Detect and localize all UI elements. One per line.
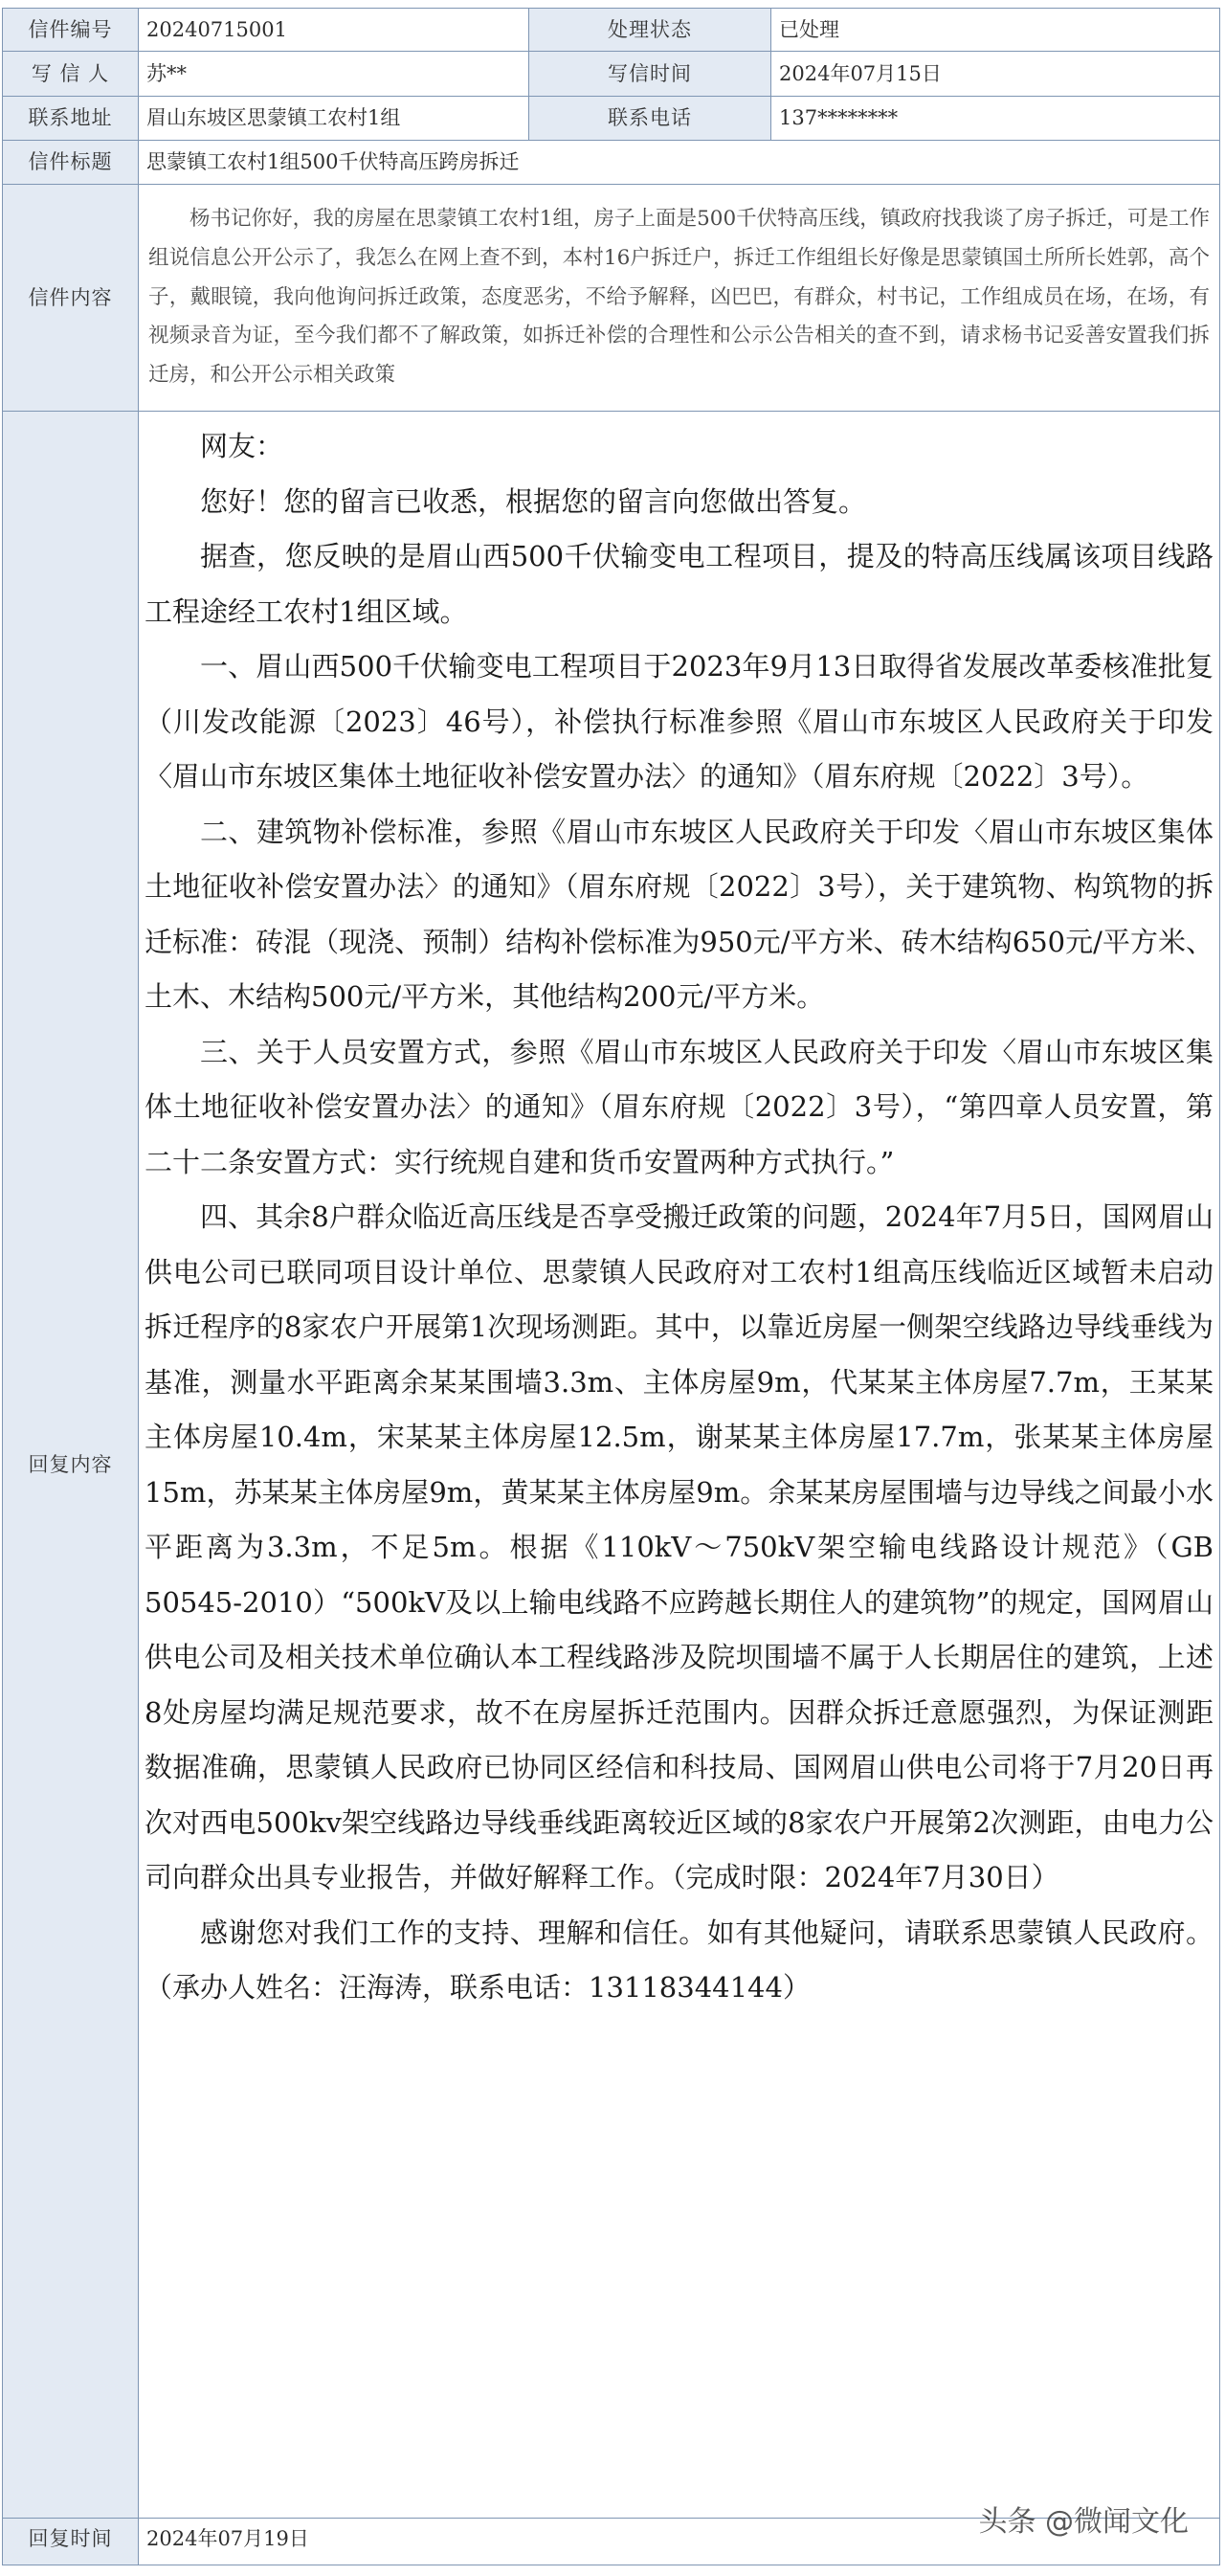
row-title [3,141,1220,185]
reply-time-value: 2024年07月19日 [139,2519,1220,2565]
reply-body [145,419,1214,2016]
letter-table [2,8,1220,2565]
content-text: 杨书记你好，我的房屋在思蒙镇工农村1组，房子上面是500千伏特高压线，镇政府找我谈了房子拆迁，可是工作组说信息公开公示了，我怎么在网上查不到，本村16户拆迁户，拆迁工作组组长好像是思蒙镇国土所所长姓郭，高个子，戴眼镜，我向他询问拆迁政策，态度恶劣，不给予解释，凶巴巴，有群众，村书记，工作组成员在场，在场，有视频录音为证，至今我们都不了解政策，如拆迁补偿的合理性和公示公告相关的查不到，请求杨书记妥善安置我们拆迁房，和公开公示相关政策 [148,207,1210,388]
writer-value: 苏** [139,52,529,97]
writer-label: 写 信 人 [3,52,139,97]
reply-paragraph: 您好！您的留言已收悉，根据您的留言向您做出答复。 [200,484,867,518]
reply-time-label: 回复时间 [3,2519,139,2565]
letter-no-label: 信件编号 [3,9,139,52]
status-label: 处理状态 [529,9,771,52]
status-value: 已处理 [771,9,1220,52]
content-cell [139,185,1220,412]
row-letter-no [3,9,1220,52]
row-writer [3,52,1220,97]
reply-paragraph: 三、关于人员安置方式，参照《眉山市东坡区人民政府关于印发〈眉山市东坡区集体土地征收补偿安置办法〉的通知》（眉东府规〔2022〕3号），“第四章人员安置，第二十二条安置方式：实行统规自建和货币安置两种方式执行。” [145,1035,1214,1178]
title-value: 思蒙镇工农村1组500千伏特高压跨房拆迁 [139,141,1220,185]
address-value: 眉山东坡区思蒙镇工农村1组 [139,97,529,141]
reply-paragraph: 感谢您对我们工作的支持、理解和信任。如有其他疑问，请联系思蒙镇人民政府。（承办人姓名：汪海涛，联系电话：13118344144） [145,1915,1214,2004]
address-label: 联系地址 [3,97,139,141]
row-content [3,185,1220,412]
row-address [3,97,1220,141]
row-reply [3,412,1220,2519]
reply-paragraph: 二、建筑物补偿标准，参照《眉山市东坡区人民政府关于印发〈眉山市东坡区集体土地征收补偿安置办法〉的通知》（眉东府规〔2022〕3号），关于建筑物、构筑物的拆迁标准：砖混（现浇、预制）结构补偿标准为950元/平方米、砖木结构650元/平方米、土木、木结构500元/平方米，其他结构200元/平方米。 [145,815,1214,1013]
phone-value: 137******** [771,97,1220,141]
reply-cell [139,412,1220,2519]
write-time-label: 写信时间 [529,52,771,97]
reply-paragraph: 一、眉山西500千伏输变电工程项目于2023年9月13日取得省发展改革委核准批复（川发改能源〔2023〕46号），补偿执行标准参照《眉山市东坡区人民政府关于印发〈眉山市东坡区集体土地征收补偿安置办法〉的通知》（眉东府规〔2022〕3号）。 [145,650,1214,793]
title-label: 信件标题 [3,141,139,185]
reply-greeting: 网友： [200,430,284,462]
watermark: 头条 @微闻文化 [978,2505,1189,2539]
phone-label: 联系电话 [529,97,771,141]
write-time-value: 2024年07月15日 [771,52,1220,97]
content-label: 信件内容 [3,185,139,412]
reply-paragraph: 四、其余8户群众临近高压线是否享受搬迁政策的问题，2024年7月5日，国网眉山供电公司已联同项目设计单位、思蒙镇人民政府对工农村1组高压线临近区域暂未启动拆迁程序的8家农户开展第1次现场测距。其中，以靠近房屋一侧架空线路边导线垂线为基准，测量水平距离余某某围墙3.3m、主体房屋9m，代某某主体房屋7.7m，王某某主体房屋10.4m，宋某某主体房屋12.5m，谢某某主体房屋17.7m，张某某主体房屋15m，苏某某主体房屋9m，黄某某主体房屋9m。余某某房屋围墙与边导线之间最小水平距离为3.3m，不足5m。根据《110kV～750kV架空输电线路设计规范》（GB 50545-2010）“500kV及以上输电线路不应跨越长期住人的建筑物”的规定，国网眉山供电公司及相关技术单位确认本工程线路涉及院坝围墙不属于人长期居住的建筑，上述8处房屋均满足规范要求，故不在房屋拆迁范围内。因群众拆迁意愿强烈，为保证测距数据准确，思蒙镇人民政府已协同区经信和科技局、国网眉山供电公司将于7月20日再次对西电500kv架空线路边导线垂线距离较近区域的8家农户开展第2次测距，由电力公司向群众出具专业报告，并做好解释工作。（完成时限：2024年7月30日） [145,1200,1214,1893]
letter-no-value: 20240715001 [139,9,529,52]
reply-paragraph: 据查，您反映的是眉山西500千伏输变电工程项目，提及的特高压线属该项目线路工程途经工农村1组区域。 [145,540,1214,628]
reply-label: 回复内容 [3,412,139,2519]
